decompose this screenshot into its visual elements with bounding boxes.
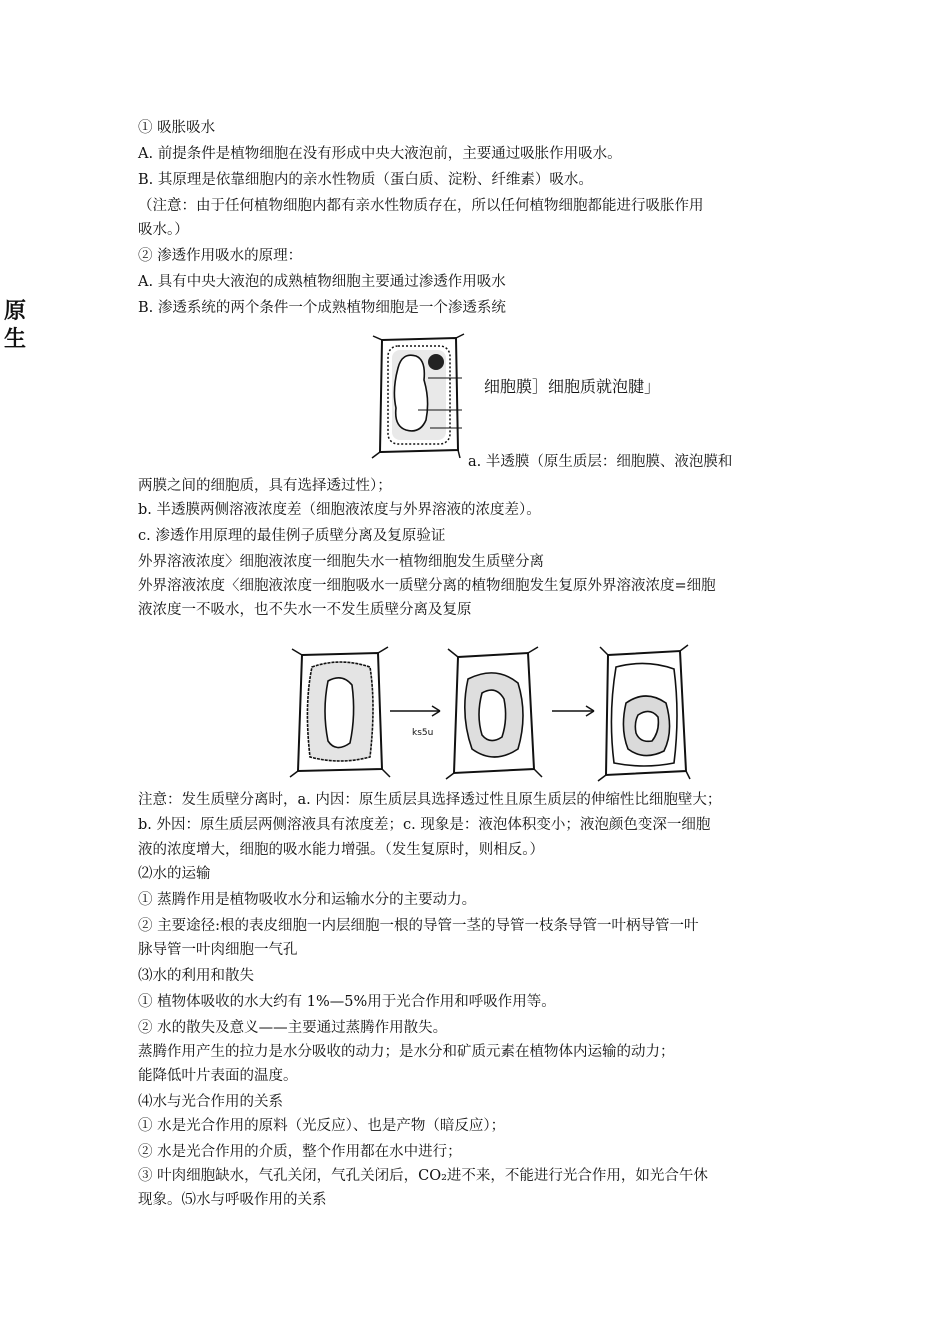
text-line: ① 植物体吸收的水大约有 1%—5%用于光合作用和呼吸作用等。 (138, 994, 556, 1010)
text-line: 注意：发生质壁分离时，a. 内因：原生质层具选择透过性且原生质层的伸缩性比细胞壁大； (138, 792, 722, 808)
text-line: 液浓度一不吸水，也不失水一不发生质壁分离及复原 (138, 602, 472, 618)
text-line: A. 具有中央大液泡的成熟植物细胞主要通过渗透作用吸水 (138, 274, 506, 290)
text-line: ⑵水的运输 (138, 866, 211, 882)
text-line: 吸水。） (138, 222, 189, 238)
text-line: ① 吸胀吸水 (138, 120, 216, 136)
figure-label: ks5u (412, 728, 434, 738)
text-line: A. 前提条件是植物细胞在没有形成中央大液泡前，主要通过吸胀作用吸水。 (138, 146, 622, 162)
text-line: ② 渗透作用吸水的原理： (138, 248, 303, 264)
margin-text: 原生 (4, 299, 27, 352)
text-line: 能降低叶片表面的温度。 (138, 1068, 298, 1084)
text-line: 外界溶液浓度〈细胞液浓度一细胞吸水一质壁分离的植物细胞发生复原外界溶液浓度=细胞 (138, 578, 716, 594)
text-line: 脉导管一叶肉细胞一气孔 (138, 942, 298, 958)
text-line: B. 渗透系统的两个条件一个成熟植物细胞是一个渗透系统 (138, 300, 506, 316)
text-line: B. 其原理是依靠细胞内的亲水性物质（蛋白质、淀粉、纤维素）吸水。 (138, 172, 593, 188)
text-line: 两膜之间的细胞质，具有选择透过性）； (138, 478, 392, 494)
text-line: 现象。⑸水与呼吸作用的关系 (138, 1192, 327, 1208)
text-line: ② 水是光合作用的介质，整个作用都在水中进行； (138, 1144, 462, 1160)
text-line: 蒸腾作用产生的拉力是水分吸收的动力；是水分和矿质元素在植物体内运输的动力； (138, 1044, 675, 1060)
text-line: c. 渗透作用原理的最佳例子质壁分离及复原验证 (138, 528, 446, 544)
text-line: ① 蒸腾作用是植物吸收水分和运输水分的主要动力。 (138, 892, 477, 908)
text-line: a. 半透膜（原生质层：细胞膜、液泡膜和 (468, 454, 733, 470)
text-line: ② 主要途径:根的表皮细胞一内层细胞一根的导管一茎的导管一枝条导管一叶柄导管一叶 (138, 918, 699, 934)
text-line: 外界溶液浓度〉细胞液浓度一细胞失水一植物细胞发生质壁分离 (138, 554, 544, 570)
text-line: ① 水是光合作用的原料（光反应）、也是产物（暗反应）； (138, 1118, 506, 1134)
plasmolysis-figure (290, 645, 690, 785)
figure-label: 细胞膜］细胞质就泡腱」 (484, 377, 661, 396)
text-line: ③ 叶肉细胞缺水，气孔关闭，气孔关闭后，CO₂进不来，不能进行光合作用，如光合午休 (138, 1168, 708, 1184)
text-line: ⑶水的利用和散失 (138, 968, 254, 984)
plant-cell-figure (368, 330, 468, 460)
text-line: ⑷水与光合作用的关系 (138, 1094, 283, 1110)
text-line: b. 外因：原生质层两侧溶液具有浓度差；c. 现象是：液泡体积变小；液泡颜色变深一细胞 (138, 817, 711, 833)
text-line: b. 半透膜两侧溶液浓度差（细胞液浓度与外界溶液的浓度差）。 (138, 502, 541, 518)
text-line: （注意：由于任何植物细胞内都有亲水性物质存在，所以任何植物细胞都能进行吸胀作用 (138, 198, 704, 214)
text-line: ② 水的散失及意义——主要通过蒸腾作用散失。 (138, 1020, 448, 1036)
text-line: 液的浓度增大，细胞的吸水能力增强。（发生复原时，则相反。） (138, 842, 544, 858)
